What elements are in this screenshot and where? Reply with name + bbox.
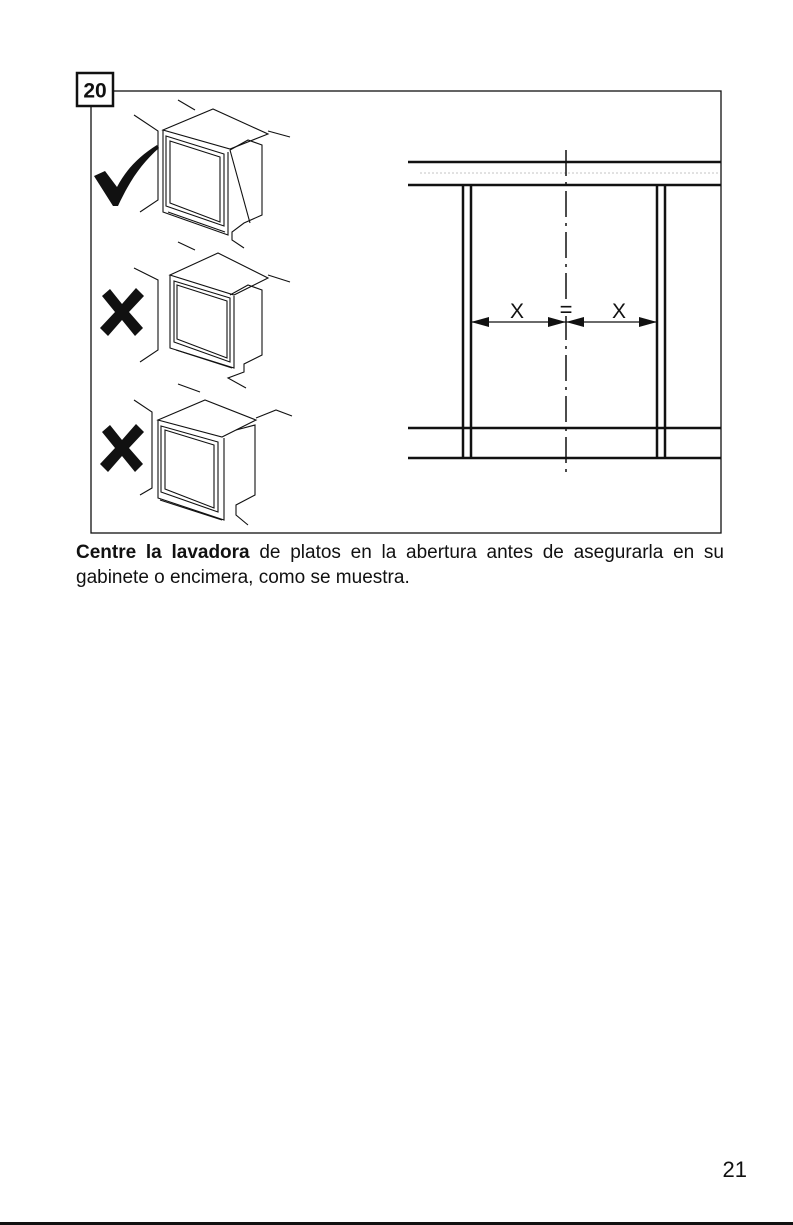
cross-mark-icon xyxy=(100,288,144,336)
installation-figure xyxy=(0,0,793,540)
page-number: 21 xyxy=(722,1157,747,1182)
measure-label-left: X xyxy=(509,300,525,323)
caption-bold-text: Centre la lavadora xyxy=(76,542,250,563)
equals-sign: = xyxy=(559,297,573,322)
dishwasher-protruding-example xyxy=(134,384,292,525)
dishwasher-recessed-example xyxy=(134,242,290,388)
figure-frame xyxy=(91,91,721,533)
measure-label-right: X xyxy=(611,300,627,323)
caption-text: de platos en la abertura antes de asegurarla en su gabinete o encimera, como se muestra. xyxy=(76,542,724,588)
check-mark-icon xyxy=(94,145,159,206)
cross-mark-icon xyxy=(100,424,144,472)
dishwasher-correct-example xyxy=(134,100,290,248)
step-number: 20 xyxy=(83,79,107,103)
figure-caption xyxy=(76,540,724,590)
